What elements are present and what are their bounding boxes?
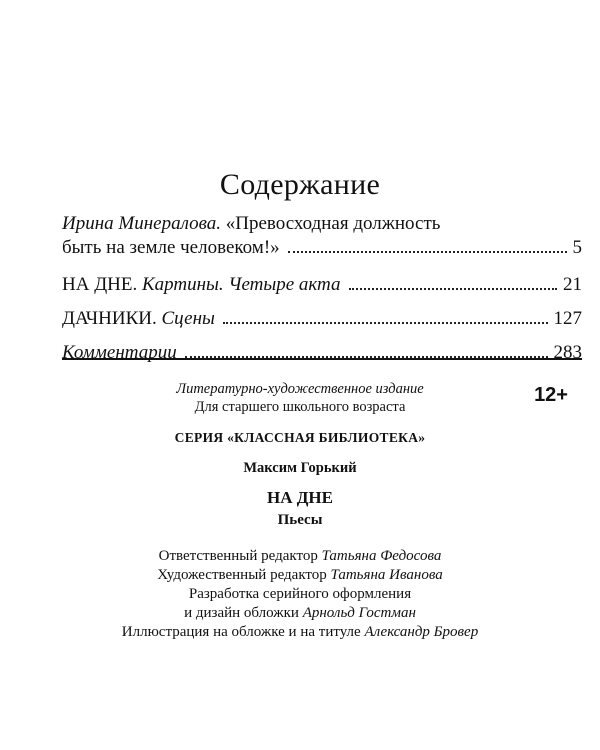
toc-entry-line bbox=[62, 273, 582, 297]
credit-name: Татьяна Федосова bbox=[321, 548, 442, 564]
book-title: НА ДНЕ bbox=[266, 488, 333, 507]
toc-entry-subtitle: Сцены bbox=[156, 308, 215, 329]
toc-entry-text bbox=[62, 341, 177, 365]
toc-entry-title: ДАЧНИКИ. bbox=[62, 308, 157, 329]
credits-list bbox=[0, 547, 600, 642]
toc-entry-title: «Превосходная должность bbox=[220, 213, 441, 234]
series-name: СЕРИЯ «КЛАССНАЯ БИБЛИОТЕКА» bbox=[174, 430, 426, 445]
toc-entry-line bbox=[62, 236, 582, 260]
toc-entry-na-dne[interactable] bbox=[62, 273, 582, 297]
toc-entry-dachniki[interactable] bbox=[62, 307, 582, 331]
dot-leader bbox=[349, 288, 557, 290]
divider-rule bbox=[62, 358, 582, 360]
toc-entry-author: Ирина Минералова. bbox=[62, 213, 221, 234]
credit-line bbox=[0, 547, 600, 566]
credit-name: Татьяна Иванова bbox=[330, 567, 443, 583]
credit-name: Арнольд Гостман bbox=[302, 605, 416, 621]
toc-page-number: 5 bbox=[572, 237, 582, 258]
credit-line bbox=[0, 585, 600, 604]
credit-role: Художественный редактор bbox=[157, 567, 331, 583]
dot-leader bbox=[223, 322, 548, 324]
author-first-name: Максим bbox=[243, 460, 301, 476]
credit-line bbox=[0, 623, 600, 642]
toc-page-number: 283 bbox=[553, 342, 582, 363]
imprint-block bbox=[0, 380, 600, 642]
toc-entry-title-cont: быть на земле человеком!» bbox=[62, 237, 280, 258]
toc-entry-comments[interactable] bbox=[62, 341, 582, 365]
credit-role: Ответственный редактор bbox=[158, 548, 322, 564]
edition-type: Литературно-художественное издание bbox=[176, 381, 424, 397]
credit-name: Александр Бровер bbox=[364, 624, 479, 640]
toc-page-number: 127 bbox=[553, 308, 582, 329]
toc-entry-text bbox=[62, 273, 341, 297]
credit-role: Разработка серийного оформления bbox=[188, 586, 412, 602]
credit-line bbox=[0, 566, 600, 585]
toc-entry-line bbox=[62, 307, 582, 331]
toc-heading: Содержание bbox=[219, 168, 381, 201]
author-last-name: Горький bbox=[300, 460, 357, 476]
toc-entry-line bbox=[62, 212, 582, 236]
audience-note: Для старшего школьного возраста bbox=[194, 399, 406, 415]
toc-entry-foreword[interactable] bbox=[62, 212, 582, 260]
book-genre: Пьесы bbox=[277, 512, 323, 528]
toc-page-number: 21 bbox=[563, 274, 582, 295]
credit-line bbox=[0, 604, 600, 623]
age-rating-badge: 12+ bbox=[534, 384, 568, 406]
toc-entry-text bbox=[62, 307, 215, 331]
credit-role: и дизайн обложки bbox=[184, 605, 303, 621]
toc-entry-title: НА ДНЕ. bbox=[62, 274, 138, 295]
toc-entry-line bbox=[62, 341, 582, 365]
table-of-contents bbox=[62, 212, 582, 365]
credit-role: Иллюстрация на обложке и на титуле bbox=[121, 624, 365, 640]
dot-leader bbox=[288, 251, 567, 253]
toc-entry-subtitle: Комментарии bbox=[62, 342, 177, 363]
toc-entry-subtitle: Картины. Четыре акта bbox=[137, 274, 341, 295]
book-author bbox=[0, 459, 600, 477]
